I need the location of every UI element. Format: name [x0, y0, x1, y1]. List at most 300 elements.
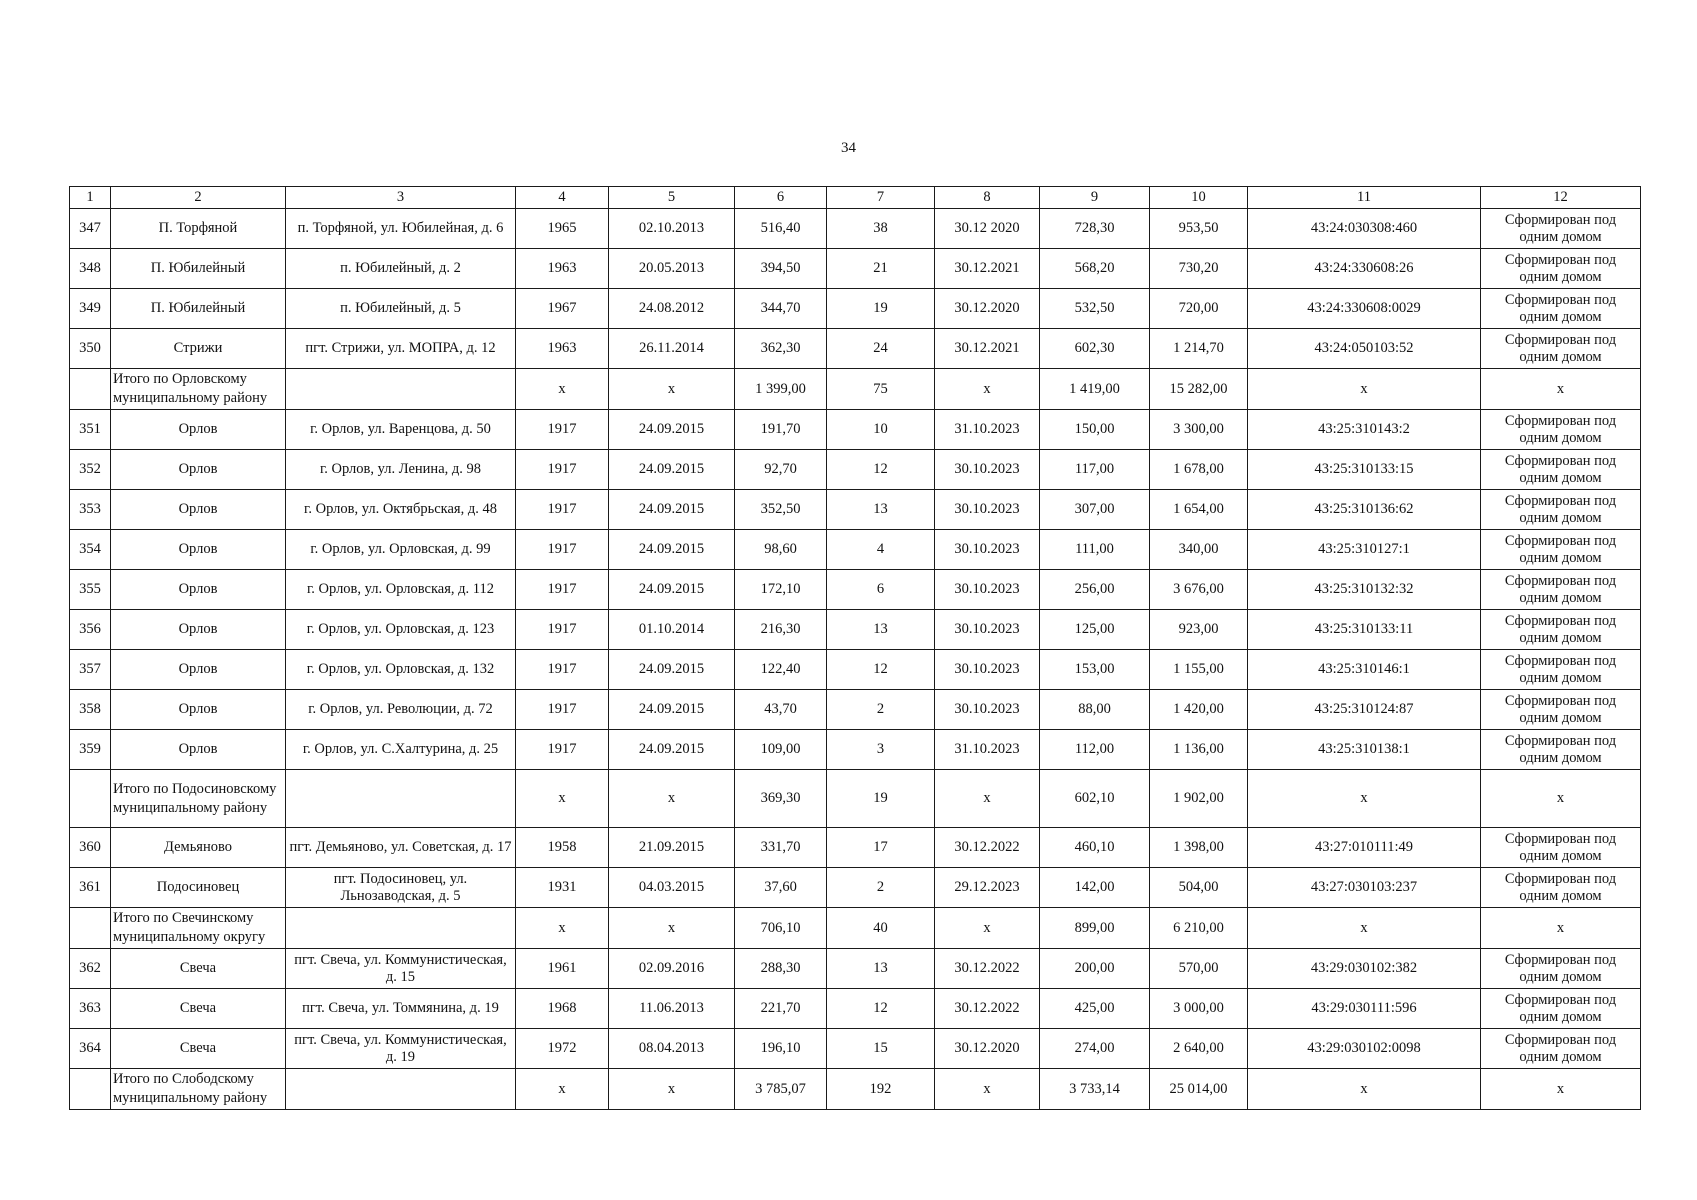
- residents-cell: 19: [827, 289, 935, 329]
- status-cell: Сформирован под одним домом: [1481, 610, 1641, 650]
- address-cell: г. Орлов, ул. Варенцова, д. 50: [286, 410, 516, 450]
- area-cell: 37,60: [735, 868, 827, 908]
- emergency-date-cell: 24.08.2012: [609, 289, 735, 329]
- row-number-cell: 352: [70, 450, 111, 490]
- row-number-cell: 358: [70, 690, 111, 730]
- status-cell: Сформирован под одним домом: [1481, 868, 1641, 908]
- build-year-cell: 1963: [516, 329, 609, 369]
- area-cell: 394,50: [735, 249, 827, 289]
- area-cell: 331,70: [735, 828, 827, 868]
- build-year-cell: 1917: [516, 730, 609, 770]
- build-year-cell: 1972: [516, 1029, 609, 1069]
- resettlement-date-cell: 30.10.2023: [935, 690, 1040, 730]
- row-number-cell: 360: [70, 828, 111, 868]
- cost-cell: 1 214,70: [1150, 329, 1248, 369]
- build-year-cell: х: [516, 1069, 609, 1110]
- row-number-cell: 364: [70, 1029, 111, 1069]
- cost-cell: 1 155,00: [1150, 650, 1248, 690]
- settlement-cell: П. Юбилейный: [111, 289, 286, 329]
- build-year-cell: 1917: [516, 690, 609, 730]
- row-number-cell: 351: [70, 410, 111, 450]
- column-header-3: 3: [286, 187, 516, 209]
- table-row: [70, 209, 1641, 249]
- area-cell: 196,10: [735, 1029, 827, 1069]
- area-cell: 706,10: [735, 908, 827, 949]
- settlement-cell: Подосиновец: [111, 868, 286, 908]
- subtotal-row: [70, 1069, 1641, 1110]
- status-cell: Сформирован под одним домом: [1481, 1029, 1641, 1069]
- cadastral-number-cell: 43:25:310132:32: [1248, 570, 1481, 610]
- settlement-cell: Свеча: [111, 1029, 286, 1069]
- settlement-cell: Орлов: [111, 530, 286, 570]
- address-cell: пгт. Подосиновец, ул. Льнозаводская, д. 5: [286, 868, 516, 908]
- build-year-cell: х: [516, 908, 609, 949]
- area-cell: 216,30: [735, 610, 827, 650]
- build-year-cell: 1917: [516, 410, 609, 450]
- table-row: [70, 610, 1641, 650]
- address-cell: п. Юбилейный, д. 5: [286, 289, 516, 329]
- address-cell: г. Орлов, ул. Орловская, д. 132: [286, 650, 516, 690]
- residents-cell: 4: [827, 530, 935, 570]
- build-year-cell: 1968: [516, 989, 609, 1029]
- plot-area-cell: 460,10: [1040, 828, 1150, 868]
- address-cell: г. Орлов, ул. Орловская, д. 123: [286, 610, 516, 650]
- residents-cell: 12: [827, 450, 935, 490]
- resettlement-date-cell: х: [935, 908, 1040, 949]
- area-cell: 109,00: [735, 730, 827, 770]
- settlement-cell: Стрижи: [111, 329, 286, 369]
- emergency-date-cell: 24.09.2015: [609, 690, 735, 730]
- residents-cell: 38: [827, 209, 935, 249]
- area-cell: 98,60: [735, 530, 827, 570]
- cadastral-number-cell: 43:24:330608:0029: [1248, 289, 1481, 329]
- emergency-date-cell: 24.09.2015: [609, 450, 735, 490]
- cadastral-number-cell: 43:29:030102:0098: [1248, 1029, 1481, 1069]
- table-row: [70, 730, 1641, 770]
- row-number-cell: [70, 770, 111, 828]
- status-cell: Сформирован под одним домом: [1481, 989, 1641, 1029]
- cost-cell: 3 000,00: [1150, 989, 1248, 1029]
- emergency-date-cell: х: [609, 1069, 735, 1110]
- resettlement-date-cell: 30.10.2023: [935, 570, 1040, 610]
- table-row: [70, 690, 1641, 730]
- table-row: [70, 289, 1641, 329]
- cost-cell: 570,00: [1150, 949, 1248, 989]
- address-cell: г. Орлов, ул. Ленина, д. 98: [286, 450, 516, 490]
- status-cell: Сформирован под одним домом: [1481, 289, 1641, 329]
- row-number-cell: 362: [70, 949, 111, 989]
- settlement-cell: Свеча: [111, 949, 286, 989]
- residents-cell: 10: [827, 410, 935, 450]
- emergency-date-cell: 24.09.2015: [609, 730, 735, 770]
- subtotal-label-cell: Итого по Слободскому муниципальному району: [111, 1069, 286, 1110]
- area-cell: 344,70: [735, 289, 827, 329]
- residents-cell: 75: [827, 369, 935, 410]
- address-cell: п. Юбилейный, д. 2: [286, 249, 516, 289]
- cost-cell: 2 640,00: [1150, 1029, 1248, 1069]
- residents-cell: 12: [827, 650, 935, 690]
- cadastral-number-cell: х: [1248, 770, 1481, 828]
- table-row: [70, 450, 1641, 490]
- residents-cell: 2: [827, 868, 935, 908]
- resettlement-date-cell: 30.12.2021: [935, 329, 1040, 369]
- row-number-cell: 348: [70, 249, 111, 289]
- subtotal-row: [70, 770, 1641, 828]
- table-row: [70, 1029, 1641, 1069]
- emergency-date-cell: 24.09.2015: [609, 650, 735, 690]
- column-header-2: 2: [111, 187, 286, 209]
- column-header-7: 7: [827, 187, 935, 209]
- cadastral-number-cell: 43:27:010111:49: [1248, 828, 1481, 868]
- build-year-cell: 1917: [516, 530, 609, 570]
- area-cell: 221,70: [735, 989, 827, 1029]
- address-cell: [286, 908, 516, 949]
- status-cell: х: [1481, 908, 1641, 949]
- resettlement-date-cell: 30.12.2022: [935, 949, 1040, 989]
- cost-cell: 923,00: [1150, 610, 1248, 650]
- area-cell: 1 399,00: [735, 369, 827, 410]
- column-header-12: 12: [1481, 187, 1641, 209]
- cadastral-number-cell: 43:25:310133:15: [1248, 450, 1481, 490]
- settlement-cell: Орлов: [111, 490, 286, 530]
- residents-cell: 17: [827, 828, 935, 868]
- emergency-date-cell: 08.04.2013: [609, 1029, 735, 1069]
- address-cell: [286, 1069, 516, 1110]
- resettlement-date-cell: 30.10.2023: [935, 530, 1040, 570]
- address-cell: г. Орлов, ул. С.Халтурина, д. 25: [286, 730, 516, 770]
- resettlement-date-cell: 30.12.2021: [935, 249, 1040, 289]
- residents-cell: 15: [827, 1029, 935, 1069]
- column-header-10: 10: [1150, 187, 1248, 209]
- cadastral-number-cell: х: [1248, 369, 1481, 410]
- emergency-date-cell: 11.06.2013: [609, 989, 735, 1029]
- plot-area-cell: 728,30: [1040, 209, 1150, 249]
- plot-area-cell: 150,00: [1040, 410, 1150, 450]
- cadastral-number-cell: 43:29:030102:382: [1248, 949, 1481, 989]
- table-row: [70, 949, 1641, 989]
- status-cell: Сформирован под одним домом: [1481, 828, 1641, 868]
- cadastral-number-cell: 43:25:310146:1: [1248, 650, 1481, 690]
- table-header: [70, 187, 1641, 209]
- column-header-4: 4: [516, 187, 609, 209]
- address-cell: г. Орлов, ул. Октябрьская, д. 48: [286, 490, 516, 530]
- build-year-cell: 1963: [516, 249, 609, 289]
- address-cell: [286, 369, 516, 410]
- area-cell: 362,30: [735, 329, 827, 369]
- cost-cell: 1 398,00: [1150, 828, 1248, 868]
- build-year-cell: 1917: [516, 450, 609, 490]
- resettlement-date-cell: 30.10.2023: [935, 650, 1040, 690]
- build-year-cell: 1958: [516, 828, 609, 868]
- address-cell: пгт. Свеча, ул. Томмянина, д. 19: [286, 989, 516, 1029]
- build-year-cell: 1931: [516, 868, 609, 908]
- row-number-cell: 355: [70, 570, 111, 610]
- plot-area-cell: 88,00: [1040, 690, 1150, 730]
- subtotal-label-cell: Итого по Свечинскому муниципальному округу: [111, 908, 286, 949]
- plot-area-cell: 274,00: [1040, 1029, 1150, 1069]
- settlement-cell: Орлов: [111, 570, 286, 610]
- cadastral-number-cell: 43:24:030308:460: [1248, 209, 1481, 249]
- emergency-date-cell: х: [609, 369, 735, 410]
- emergency-date-cell: 02.10.2013: [609, 209, 735, 249]
- column-header-8: 8: [935, 187, 1040, 209]
- table-row: [70, 530, 1641, 570]
- build-year-cell: 1965: [516, 209, 609, 249]
- cadastral-number-cell: 43:24:050103:52: [1248, 329, 1481, 369]
- area-cell: 288,30: [735, 949, 827, 989]
- row-number-cell: 349: [70, 289, 111, 329]
- subtotal-label-cell: Итого по Орловскому муниципальному району: [111, 369, 286, 410]
- emergency-date-cell: 02.09.2016: [609, 949, 735, 989]
- settlement-cell: Свеча: [111, 989, 286, 1029]
- cadastral-number-cell: 43:25:310133:11: [1248, 610, 1481, 650]
- status-cell: Сформирован под одним домом: [1481, 650, 1641, 690]
- cost-cell: 1 420,00: [1150, 690, 1248, 730]
- cadastral-number-cell: 43:27:030103:237: [1248, 868, 1481, 908]
- status-cell: Сформирован под одним домом: [1481, 490, 1641, 530]
- plot-area-cell: 1 419,00: [1040, 369, 1150, 410]
- emergency-date-cell: 24.09.2015: [609, 530, 735, 570]
- plot-area-cell: 568,20: [1040, 249, 1150, 289]
- area-cell: 352,50: [735, 490, 827, 530]
- emergency-date-cell: 01.10.2014: [609, 610, 735, 650]
- subtotal-label-cell: Итого по Подосиновскому муниципальному району: [111, 770, 286, 828]
- residents-cell: 19: [827, 770, 935, 828]
- settlement-cell: Орлов: [111, 610, 286, 650]
- resettlement-date-cell: 30.12.2020: [935, 289, 1040, 329]
- plot-area-cell: 112,00: [1040, 730, 1150, 770]
- table-row: [70, 650, 1641, 690]
- settlement-cell: Орлов: [111, 690, 286, 730]
- table-row: [70, 570, 1641, 610]
- build-year-cell: 1917: [516, 570, 609, 610]
- plot-area-cell: 307,00: [1040, 490, 1150, 530]
- cost-cell: 340,00: [1150, 530, 1248, 570]
- residents-cell: 24: [827, 329, 935, 369]
- table-body: [70, 209, 1641, 1110]
- residents-cell: 40: [827, 908, 935, 949]
- address-cell: г. Орлов, ул. Орловская, д. 112: [286, 570, 516, 610]
- address-cell: пгт. Стрижи, ул. МОПРА, д. 12: [286, 329, 516, 369]
- plot-area-cell: 142,00: [1040, 868, 1150, 908]
- area-cell: 172,10: [735, 570, 827, 610]
- status-cell: х: [1481, 1069, 1641, 1110]
- settlement-cell: П. Юбилейный: [111, 249, 286, 289]
- row-number-cell: 356: [70, 610, 111, 650]
- resettlement-date-cell: х: [935, 1069, 1040, 1110]
- cost-cell: 1 136,00: [1150, 730, 1248, 770]
- column-header-11: 11: [1248, 187, 1481, 209]
- resettlement-date-cell: 30.10.2023: [935, 490, 1040, 530]
- row-number-cell: 354: [70, 530, 111, 570]
- subtotal-row: [70, 908, 1641, 949]
- area-cell: 369,30: [735, 770, 827, 828]
- settlement-cell: Орлов: [111, 410, 286, 450]
- plot-area-cell: 602,10: [1040, 770, 1150, 828]
- plot-area-cell: 532,50: [1040, 289, 1150, 329]
- column-header-6: 6: [735, 187, 827, 209]
- address-cell: г. Орлов, ул. Орловская, д. 99: [286, 530, 516, 570]
- status-cell: х: [1481, 770, 1641, 828]
- area-cell: 43,70: [735, 690, 827, 730]
- residents-cell: 13: [827, 490, 935, 530]
- emergency-date-cell: х: [609, 908, 735, 949]
- residents-cell: 3: [827, 730, 935, 770]
- status-cell: Сформирован под одним домом: [1481, 329, 1641, 369]
- row-number-cell: [70, 1069, 111, 1110]
- row-number-cell: 357: [70, 650, 111, 690]
- cadastral-number-cell: 43:25:310143:2: [1248, 410, 1481, 450]
- area-cell: 92,70: [735, 450, 827, 490]
- address-cell: г. Орлов, ул. Революции, д. 72: [286, 690, 516, 730]
- build-year-cell: 1961: [516, 949, 609, 989]
- column-number-row: [70, 187, 1641, 209]
- settlement-cell: Орлов: [111, 450, 286, 490]
- column-header-5: 5: [609, 187, 735, 209]
- residents-cell: 13: [827, 949, 935, 989]
- build-year-cell: 1917: [516, 650, 609, 690]
- area-cell: 516,40: [735, 209, 827, 249]
- page-number: 34: [841, 140, 856, 156]
- column-header-1: 1: [70, 187, 111, 209]
- status-cell: Сформирован под одним домом: [1481, 530, 1641, 570]
- cost-cell: 6 210,00: [1150, 908, 1248, 949]
- build-year-cell: х: [516, 369, 609, 410]
- table-row: [70, 249, 1641, 289]
- emergency-date-cell: 04.03.2015: [609, 868, 735, 908]
- area-cell: 191,70: [735, 410, 827, 450]
- cadastral-number-cell: 43:25:310136:62: [1248, 490, 1481, 530]
- subtotal-row: [70, 369, 1641, 410]
- status-cell: Сформирован под одним домом: [1481, 209, 1641, 249]
- status-cell: Сформирован под одним домом: [1481, 410, 1641, 450]
- table-row: [70, 989, 1641, 1029]
- settlement-cell: Орлов: [111, 650, 286, 690]
- settlement-cell: Орлов: [111, 730, 286, 770]
- resettlement-date-cell: 30.12.2022: [935, 828, 1040, 868]
- plot-area-cell: 200,00: [1040, 949, 1150, 989]
- residents-cell: 192: [827, 1069, 935, 1110]
- column-header-9: 9: [1040, 187, 1150, 209]
- row-number-cell: 363: [70, 989, 111, 1029]
- row-number-cell: 347: [70, 209, 111, 249]
- status-cell: Сформирован под одним домом: [1481, 690, 1641, 730]
- resettlement-date-cell: 30.10.2023: [935, 450, 1040, 490]
- settlement-cell: Демьяново: [111, 828, 286, 868]
- cost-cell: 3 300,00: [1150, 410, 1248, 450]
- plot-area-cell: 425,00: [1040, 989, 1150, 1029]
- table-row: [70, 828, 1641, 868]
- emergency-date-cell: х: [609, 770, 735, 828]
- row-number-cell: 350: [70, 329, 111, 369]
- address-cell: пгт. Демьяново, ул. Советская, д. 17: [286, 828, 516, 868]
- emergency-date-cell: 26.11.2014: [609, 329, 735, 369]
- residents-cell: 6: [827, 570, 935, 610]
- emergency-date-cell: 20.05.2013: [609, 249, 735, 289]
- status-cell: х: [1481, 369, 1641, 410]
- resettlement-date-cell: 30.12.2022: [935, 989, 1040, 1029]
- resettlement-date-cell: 31.10.2023: [935, 730, 1040, 770]
- row-number-cell: [70, 369, 111, 410]
- cadastral-number-cell: 43:24:330608:26: [1248, 249, 1481, 289]
- address-cell: пгт. Свеча, ул. Коммунистическая, д. 15: [286, 949, 516, 989]
- residents-cell: 2: [827, 690, 935, 730]
- emergency-date-cell: 24.09.2015: [609, 570, 735, 610]
- resettlement-date-cell: х: [935, 770, 1040, 828]
- table-row: [70, 329, 1641, 369]
- plot-area-cell: 602,30: [1040, 329, 1150, 369]
- plot-area-cell: 125,00: [1040, 610, 1150, 650]
- cadastral-number-cell: х: [1248, 1069, 1481, 1110]
- residents-cell: 13: [827, 610, 935, 650]
- plot-area-cell: 3 733,14: [1040, 1069, 1150, 1110]
- row-number-cell: [70, 908, 111, 949]
- address-cell: пгт. Свеча, ул. Коммунистическая, д. 19: [286, 1029, 516, 1069]
- housing-registry-table: [69, 186, 1641, 1110]
- plot-area-cell: 153,00: [1040, 650, 1150, 690]
- cost-cell: 504,00: [1150, 868, 1248, 908]
- cost-cell: 720,00: [1150, 289, 1248, 329]
- resettlement-date-cell: 30.12.2020: [935, 1029, 1040, 1069]
- status-cell: Сформирован под одним домом: [1481, 450, 1641, 490]
- table-row: [70, 410, 1641, 450]
- cadastral-number-cell: 43:25:310127:1: [1248, 530, 1481, 570]
- emergency-date-cell: 21.09.2015: [609, 828, 735, 868]
- emergency-date-cell: 24.09.2015: [609, 490, 735, 530]
- residents-cell: 12: [827, 989, 935, 1029]
- table-row: [70, 868, 1641, 908]
- cost-cell: 25 014,00: [1150, 1069, 1248, 1110]
- table-row: [70, 490, 1641, 530]
- address-cell: [286, 770, 516, 828]
- plot-area-cell: 256,00: [1040, 570, 1150, 610]
- cost-cell: 730,20: [1150, 249, 1248, 289]
- row-number-cell: 361: [70, 868, 111, 908]
- cost-cell: 1 902,00: [1150, 770, 1248, 828]
- area-cell: 3 785,07: [735, 1069, 827, 1110]
- cadastral-number-cell: 43:29:030111:596: [1248, 989, 1481, 1029]
- cost-cell: 953,50: [1150, 209, 1248, 249]
- resettlement-date-cell: 30.10.2023: [935, 610, 1040, 650]
- cost-cell: 1 654,00: [1150, 490, 1248, 530]
- settlement-cell: П. Торфяной: [111, 209, 286, 249]
- cost-cell: 15 282,00: [1150, 369, 1248, 410]
- build-year-cell: х: [516, 770, 609, 828]
- area-cell: 122,40: [735, 650, 827, 690]
- emergency-date-cell: 24.09.2015: [609, 410, 735, 450]
- build-year-cell: 1967: [516, 289, 609, 329]
- build-year-cell: 1917: [516, 610, 609, 650]
- resettlement-date-cell: 30.12 2020: [935, 209, 1040, 249]
- cadastral-number-cell: 43:25:310138:1: [1248, 730, 1481, 770]
- build-year-cell: 1917: [516, 490, 609, 530]
- status-cell: Сформирован под одним домом: [1481, 570, 1641, 610]
- status-cell: Сформирован под одним домом: [1481, 730, 1641, 770]
- residents-cell: 21: [827, 249, 935, 289]
- row-number-cell: 353: [70, 490, 111, 530]
- status-cell: Сформирован под одним домом: [1481, 249, 1641, 289]
- status-cell: Сформирован под одним домом: [1481, 949, 1641, 989]
- plot-area-cell: 899,00: [1040, 908, 1150, 949]
- cost-cell: 1 678,00: [1150, 450, 1248, 490]
- address-cell: п. Торфяной, ул. Юбилейная, д. 6: [286, 209, 516, 249]
- resettlement-date-cell: 31.10.2023: [935, 410, 1040, 450]
- plot-area-cell: 111,00: [1040, 530, 1150, 570]
- cost-cell: 3 676,00: [1150, 570, 1248, 610]
- cadastral-number-cell: 43:25:310124:87: [1248, 690, 1481, 730]
- resettlement-date-cell: х: [935, 369, 1040, 410]
- resettlement-date-cell: 29.12.2023: [935, 868, 1040, 908]
